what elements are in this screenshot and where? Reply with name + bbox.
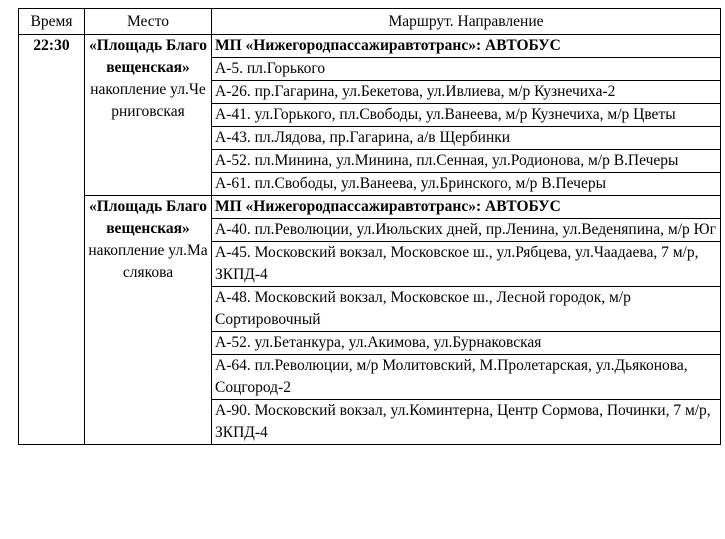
route-cell: А-52. пл.Минина, ул.Минина, пл.Сенная, ул.Родионова, м/р В.Печеры: [212, 150, 721, 173]
route-cell: А-43. пл.Лядова, пр.Гагарина, а/в Щербинки: [212, 127, 721, 150]
route-cell: А-90. Московский вокзал, ул.Коминтерна, Центр Сормова, Починки, 7 м/р, ЗКПД-4: [212, 400, 721, 445]
place-name: «Площадь Благовещенская»: [89, 37, 207, 76]
route-cell: А-5. пл.Горького: [212, 58, 721, 81]
route-cell: А-40. пл.Революции, ул.Июльских дней, пр.Ленина, ул.Веденяпина, м/р Юг: [212, 219, 721, 242]
route-cell: А-48. Московский вокзал, Московское ш., Лесной городок, м/р Сортировочный: [212, 287, 721, 332]
schedule-table: [18, 8, 721, 445]
operator-cell: МП «Нижегородпассажиравтотранс»: АВТОБУС: [212, 196, 721, 219]
header-time: Время: [19, 9, 85, 35]
header-row: [19, 9, 721, 35]
place-name: «Площадь Благовещенская»: [89, 198, 207, 237]
route-cell: А-41. ул.Горького, пл.Свободы, ул.Ванеева, м/р Кузнечиха, м/р Цветы: [212, 104, 721, 127]
place-note: накопление ул.Черниговская: [90, 81, 206, 120]
route-cell: А-52. ул.Бетанкура, ул.Акимова, ул.Бурнаковская: [212, 332, 721, 355]
table-row: [19, 35, 721, 58]
route-cell: А-61. пл.Свободы, ул.Ванеева, ул.Бринского, м/р В.Печеры: [212, 173, 721, 196]
route-cell: А-64. пл.Революции, м/р Молитовский, М.Пролетарская, ул.Дьяконова, Соцгород-2: [212, 355, 721, 400]
place-cell: [85, 196, 212, 445]
place-note: накопление ул.Маслякова: [88, 242, 208, 281]
route-cell: А-45. Московский вокзал, Московское ш., ул.Рябцева, ул.Чаадаева, 7 м/р, ЗКПД-4: [212, 242, 721, 287]
route-cell: А-26. пр.Гагарина, ул.Бекетова, ул.Ивлиева, м/р Кузнечиха-2: [212, 81, 721, 104]
place-cell: [85, 35, 212, 196]
table-row: [19, 196, 721, 219]
header-route: Маршрут. Направление: [212, 9, 721, 35]
time-cell: 22:30: [19, 35, 85, 445]
header-place: Место: [85, 9, 212, 35]
operator-cell: МП «Нижегородпассажиравтотранс»: АВТОБУС: [212, 35, 721, 58]
